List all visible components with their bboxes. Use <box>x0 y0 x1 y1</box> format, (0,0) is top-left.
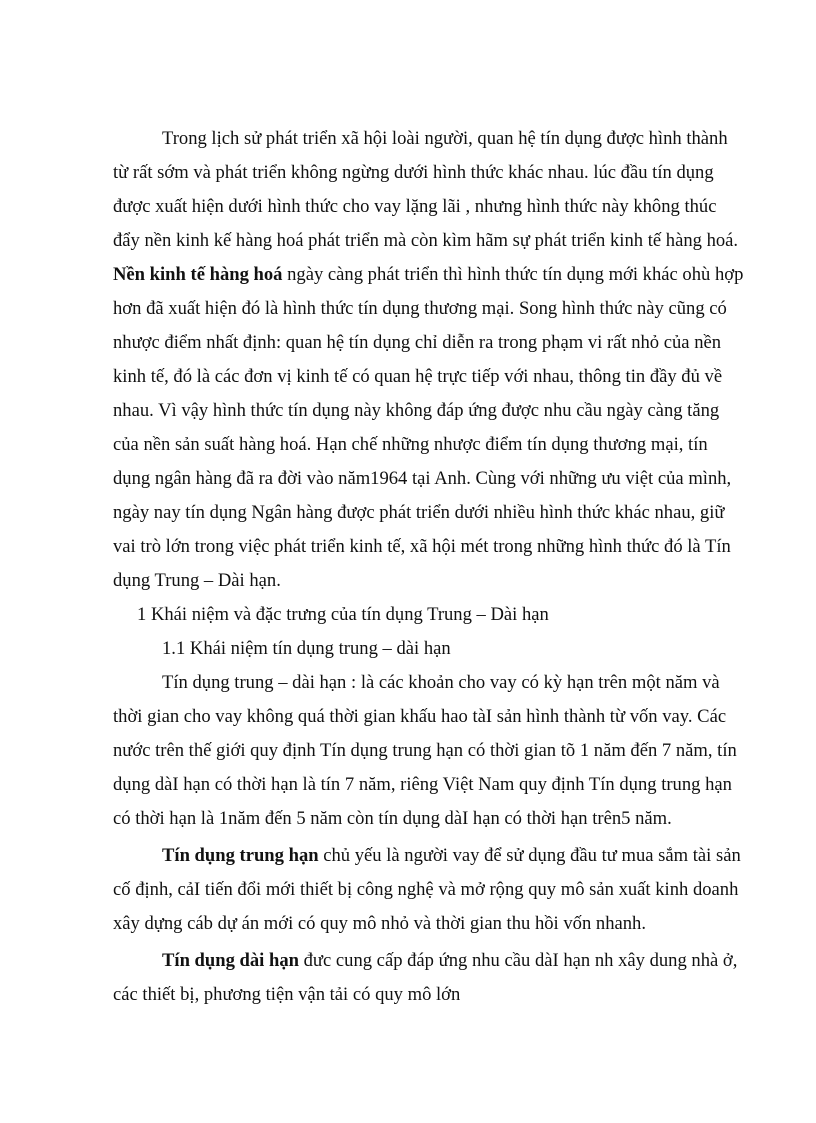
bold-term: Nền kinh tế hàng hoá <box>113 264 283 285</box>
text-span: đưc cung cấp đáp ứng nhu cầu dàI hạn nh xây dung nhà ở, <box>298 950 738 971</box>
bold-term: Tín dụng dài hạn <box>162 950 299 971</box>
text-line <box>162 845 741 867</box>
text-span: ngày càng phát triển thì hình thức tín dụng mới khác ohù hợp <box>282 264 744 285</box>
subsection-heading: 1.1 Khái niệm tín dụng trung – dài hạn <box>162 638 451 659</box>
text-line: thời gian cho vay không quá thời gian khấu hao tàI sản hình thành từ vốn vay. Các <box>113 706 727 727</box>
text-line: dụng Trung – Dài hạn. <box>113 570 281 591</box>
text-line: được xuất hiện dưới hình thức cho vay lặng lãi , nhưng hình thức này không thúc <box>113 196 717 217</box>
text-span: chủ yếu là người vay để sử dụng đầu tư mua sắm tài sản <box>318 845 741 866</box>
text-line: Trong lịch sử phát triển xã hội loài người, quan hệ tín dụng được hình thành <box>162 128 728 149</box>
text-line <box>162 950 737 972</box>
text-line: dụng ngân hàng đã ra đời vào năm1964 tại Anh. Cùng với những ưu việt của mình, <box>113 468 732 489</box>
text-line: dụng dàI hạn có thời hạn là tín 7 năm, riêng Việt Nam quy định Tín dụng trung hạn <box>113 774 732 795</box>
text-line: xây dựng cáb dự án mới có quy mô nhỏ và thời gian thu hồi vốn nhanh. <box>113 913 646 934</box>
text-line: hơn đã xuất hiện đó là hình thức tín dụng thương mại. Song hình thức này cũng có <box>113 298 727 319</box>
text-line: vai trò lớn trong việc phát triển kinh tế, xã hội mét trong những hình thức đó là Tín <box>113 536 731 557</box>
section-heading: 1 Khái niệm và đặc trưng của tín dụng Trung – Dài hạn <box>137 604 549 625</box>
text-line: nhau. Vì vậy hình thức tín dụng này không đáp ứng được nhu cầu ngày càng tăng <box>113 400 720 421</box>
text-line: ngày nay tín dụng Ngân hàng được phát triển dưới nhiều hình thức khác nhau, giữ <box>113 502 725 523</box>
text-line <box>113 264 743 286</box>
text-line: Tín dụng trung – dài hạn : là các khoản cho vay có kỳ hạn trên một năm và <box>162 672 720 693</box>
text-line: của nền sản suất hàng hoá. Hạn chế những nhược điểm tín dụng thương mại, tín <box>113 434 708 455</box>
text-line: nước trên thế giới quy định Tín dụng trung hạn có thời gian tõ 1 năm đến 7 năm, tín <box>113 740 737 761</box>
text-line: kinh tế, đó là các đơn vị kinh tế có quan hệ trực tiếp với nhau, thông tin đầy đủ về <box>113 366 723 387</box>
text-line: cố định, cảI tiến đổi mới thiết bị công nghệ và mở rộng quy mô sản xuất kinh doanh <box>113 879 739 900</box>
bold-term: Tín dụng trung hạn <box>162 845 319 866</box>
text-line: các thiết bị, phương tiện vận tải có quy mô lớn <box>113 984 461 1005</box>
text-line: từ rất sớm và phát triển không ngừng dưới hình thức khác nhau. lúc đầu tín dụng <box>113 162 714 183</box>
text-line: nhược điểm nhất định: quan hệ tín dụng chỉ diễn ra trong phạm vi rất nhỏ của nền <box>113 332 722 353</box>
text-line: đẩy nền kinh kế hàng hoá phát triển mà còn kìm hãm sự phát triển kinh tế hàng hoá. <box>113 230 739 251</box>
text-line: có thời hạn là 1năm đến 5 năm còn tín dụng dàI hạn có thời hạn trên5 năm. <box>113 808 672 829</box>
